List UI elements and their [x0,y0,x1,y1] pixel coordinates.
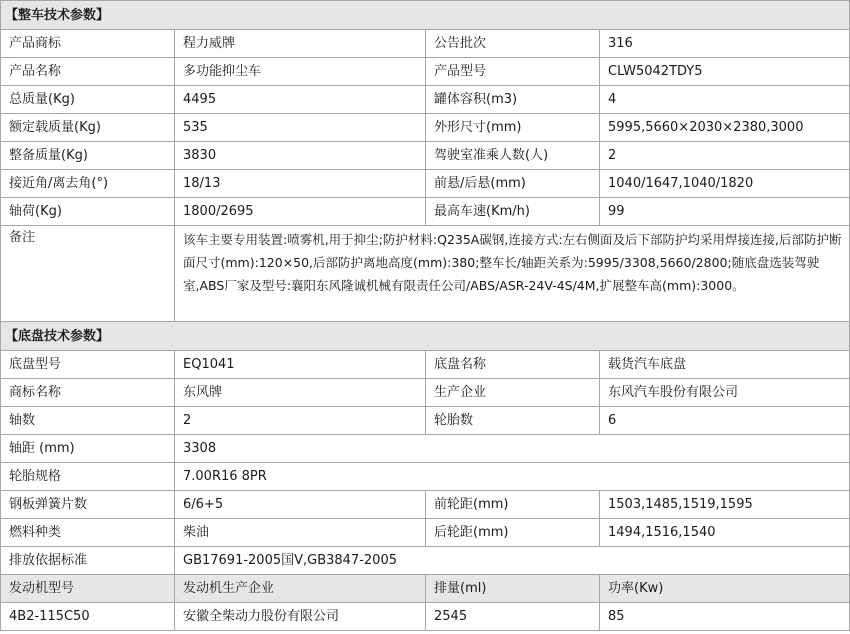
spec-value: 316 [600,30,850,58]
vehicle-section-title: 【整车技术参数】 [1,1,850,30]
remark-label: 备注 [1,226,175,322]
spec-value: 1503,1485,1519,1595 [600,491,850,519]
table-row [1,114,850,142]
spec-value: 1800/2695 [175,198,426,226]
spec-label: 底盘名称 [426,351,600,379]
spec-value: 535 [175,114,426,142]
spec-label: 轴数 [1,407,175,435]
table-row [1,547,850,575]
column-header: 功率(Kw) [600,575,850,603]
table-row [1,519,850,547]
spec-value: 5995,5660×2030×2380,3000 [600,114,850,142]
spec-label: 罐体容积(m3) [426,86,600,114]
spec-value: 4495 [175,86,426,114]
column-header: 发动机型号 [1,575,175,603]
spec-label: 钢板弹簧片数 [1,491,175,519]
spec-label: 整备质量(Kg) [1,142,175,170]
table-row [1,58,850,86]
table-row [1,30,850,58]
spec-label: 后轮距(mm) [426,519,600,547]
table-row [1,351,850,379]
spec-label: 前轮距(mm) [426,491,600,519]
engine-row [1,603,850,631]
spec-value: 1040/1647,1040/1820 [600,170,850,198]
spec-value: 3830 [175,142,426,170]
spec-label: 总质量(Kg) [1,86,175,114]
spec-value: 2 [600,142,850,170]
chassis-section-header [1,322,850,351]
spec-value: 2 [175,407,426,435]
spec-value: 多功能抑尘车 [175,58,426,86]
table-row [1,491,850,519]
spec-value: 6 [600,407,850,435]
spec-value: 4 [600,86,850,114]
spec-label: 前悬/后悬(mm) [426,170,600,198]
spec-value: 99 [600,198,850,226]
column-header: 发动机生产企业 [175,575,426,603]
spec-label: 轴荷(Kg) [1,198,175,226]
engine-header-row [1,575,850,603]
spec-label: 底盘型号 [1,351,175,379]
spec-value: 东风汽车股份有限公司 [600,379,850,407]
engine-power: 85 [600,603,850,631]
spec-label: 最高车速(Km/h) [426,198,600,226]
spec-label: 产品名称 [1,58,175,86]
spec-label: 额定载质量(Kg) [1,114,175,142]
spec-label: 轮胎数 [426,407,600,435]
spec-label: 排放依据标准 [1,547,175,575]
chassis-section-title: 【底盘技术参数】 [1,322,850,351]
spec-label: 外形尺寸(mm) [426,114,600,142]
spec-value: 东风牌 [175,379,426,407]
spec-label: 公告批次 [426,30,600,58]
engine-manufacturer: 安徽全柴动力股份有限公司 [175,603,426,631]
spec-label: 商标名称 [1,379,175,407]
spec-label: 产品商标 [1,30,175,58]
spec-value: 7.00R16 8PR [175,463,850,491]
spec-label: 燃料种类 [1,519,175,547]
remark-row [1,226,850,322]
spec-label: 接近角/离去角(°) [1,170,175,198]
spec-value: EQ1041 [175,351,426,379]
spec-label: 生产企业 [426,379,600,407]
table-row [1,463,850,491]
engine-model: 4B2-115C50 [1,603,175,631]
spec-label: 产品型号 [426,58,600,86]
spec-label: 轴距 (mm) [1,435,175,463]
spec-value: CLW5042TDY5 [600,58,850,86]
spec-value: 1494,1516,1540 [600,519,850,547]
table-row [1,435,850,463]
table-row [1,142,850,170]
table-row [1,379,850,407]
spec-label: 驾驶室准乘人数(人) [426,142,600,170]
spec-value: 6/6+5 [175,491,426,519]
spec-value: 柴油 [175,519,426,547]
table-row [1,170,850,198]
spec-value: GB17691-2005国V,GB3847-2005 [175,547,850,575]
spec-value: 18/13 [175,170,426,198]
engine-displacement: 2545 [426,603,600,631]
spec-label: 轮胎规格 [1,463,175,491]
table-row [1,198,850,226]
spec-value: 程力威牌 [175,30,426,58]
spec-value: 3308 [175,435,850,463]
table-row [1,86,850,114]
table-row [1,407,850,435]
vehicle-section-header [1,1,850,30]
column-header: 排量(ml) [426,575,600,603]
remark-text: 该车主要专用装置:喷雾机,用于抑尘;防护材料:Q235A碳钢,连接方式:左右侧面及后下部防护均采用焊接连接,后部防护断面尺寸(mm):120×50,后部防护离地高度(mm):380;整车长/轴距关系为:5995/3308,5660/2800;随底盘选装驾驶室,ABS厂家及型号:襄阳东风隆诚机械有限责任公司/ABS/ASR-24V-4S/4M,扩展整车高(mm):3000。 [175,226,850,322]
spec-value: 载货汽车底盘 [600,351,850,379]
